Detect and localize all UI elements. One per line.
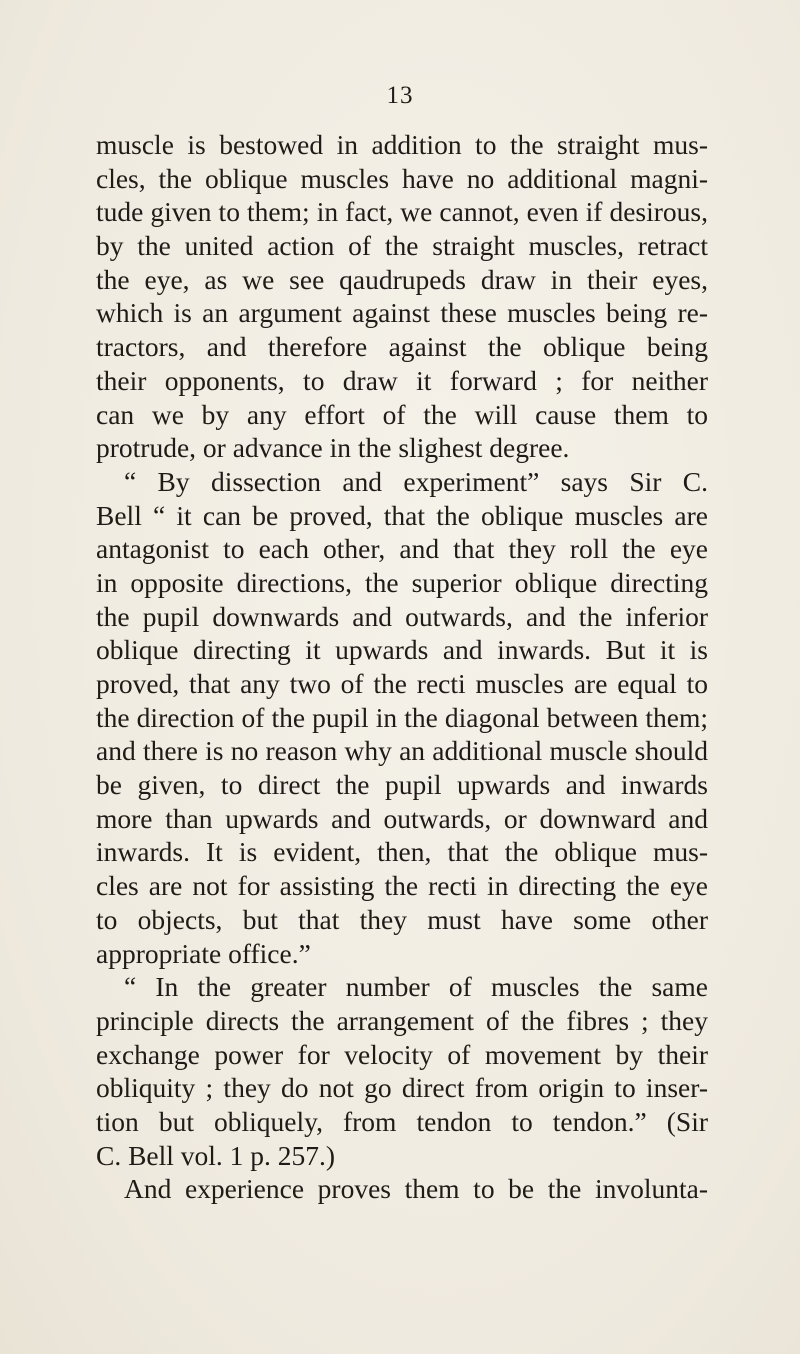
text-line: appropriate office.”: [96, 937, 311, 969]
text-line: their opponents, to draw it forward ; for neither: [96, 364, 708, 396]
text-line: tion but obliquely, from tendon to tendon.” (Sir: [96, 1105, 708, 1137]
text-line: proved, that any two of the recti muscles are equal to: [96, 668, 708, 699]
text-line: be given, to direct the pupil upwards and inwards: [96, 769, 708, 801]
text-line: muscle is bestowed in addition to the straight mus-: [96, 129, 708, 160]
text-line: antagonist to each other, and that they roll the eye: [96, 533, 708, 565]
text-line: protrude, or advance in the slighest degree.: [96, 432, 570, 464]
text-line: in opposite directions, the superior oblique directing: [96, 566, 708, 598]
text-line: the eye, as we see qaudrupeds draw in their eyes,: [96, 263, 708, 295]
text-line: Bell “ it can be proved, that the oblique muscles are: [96, 499, 708, 531]
text-line: can we by any effort of the will cause them to: [96, 398, 708, 430]
text-line: cles, the oblique muscles have no additional magni-: [96, 162, 708, 194]
text-line: by the united action of the straight muscles, retract: [96, 230, 708, 262]
page-number: 13: [386, 82, 414, 109]
text-line: which is an argument against these muscles being re-: [96, 297, 708, 329]
text-line: C. Bell vol. 1 p. 257.): [96, 1139, 336, 1171]
text-line: And experience proves them to be the involunta-: [124, 1173, 708, 1205]
text-line: “ By dissection and experiment” says Sir C.: [124, 465, 708, 497]
text-line: the direction of the pupil in the diagonal between them;: [96, 701, 708, 733]
text-line: oblique directing it upwards and inwards. But it is: [96, 634, 708, 666]
text-line: exchange power for velocity of movement by their: [96, 1038, 708, 1070]
text-line: tude given to them; in fact, we cannot, even if desirous,: [96, 196, 708, 228]
text-line: cles are not for assisting the recti in directing the eye: [96, 870, 708, 902]
text-line: the pupil downwards and outwards, and the inferior: [96, 600, 708, 632]
text-line: to objects, but that they must have some other: [96, 903, 708, 935]
text-line: obliquity ; they do not go direct from origin to inser-: [96, 1072, 708, 1104]
text-line: principle directs the arrangement of the fibres ; they: [96, 1004, 708, 1036]
body-text: [96, 128, 708, 1206]
text-line: and there is no reason why an additional muscle should: [96, 735, 708, 767]
text-line: inwards. It is evident, then, that the oblique mus-: [96, 836, 708, 868]
text-line: tractors, and therefore against the oblique being: [96, 331, 708, 363]
text-line: “ In the greater number of muscles the same: [124, 971, 708, 1003]
text-line: more than upwards and outwards, or downward and: [96, 802, 708, 834]
